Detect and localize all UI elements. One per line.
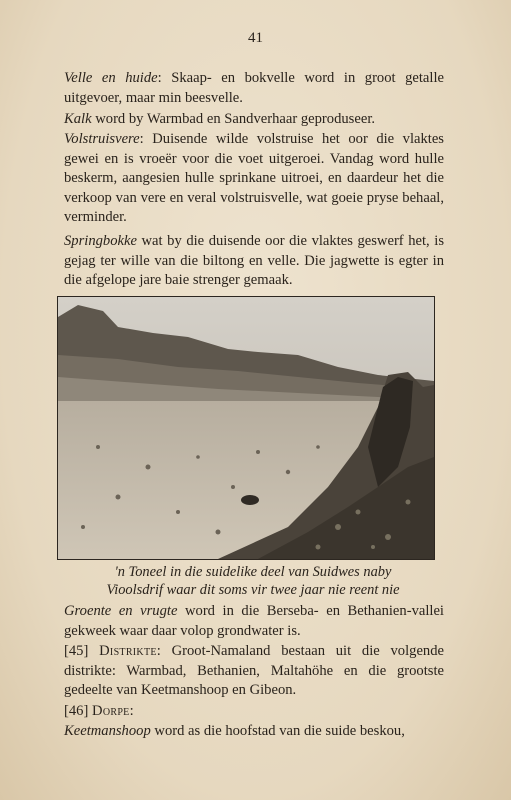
paragraph-hides [64, 69, 444, 108]
paragraph-lime [64, 110, 444, 130]
paragraph-text: wat by die duisende oor die vlaktes geswerf het, is gejag ter wille van die biltong en velle. Die jagwette is egter in die afgelope jare baie strenger gemaak. [64, 233, 444, 288]
section-number: [45] [64, 643, 89, 659]
paragraph-text: word by Warmbad en Sandverhaar geproduseer. [91, 111, 376, 127]
section-label: Dorpe [91, 703, 130, 719]
section-label: Distrikte [99, 643, 157, 659]
lead-term: Velle en huide [64, 70, 158, 86]
lead-term: Groente en vrugte [64, 603, 178, 619]
paragraph-text: word in die Berseba- en Bethanien-vallei gekweek waar daar volop grondwater is. [64, 603, 444, 639]
paragraph-text: : Skaap- en bokvelle word in groot getalle uitgevoer, maar min beesvelle. [64, 70, 444, 106]
paragraph-text: word as die hoofstad van die suide beskou, [150, 723, 405, 739]
page-number: 41 [248, 30, 263, 46]
section-number: [46] [64, 703, 89, 719]
photo-caption-line1: 'n Toneel in die suidelike deel van Suidwes naby [114, 564, 392, 580]
paragraph-vegetables [64, 602, 444, 641]
paragraph-text: : Groot-Namaland bestaan uit die volgende distrikte: Warmbad, Bethanien, Maltahöhe en die grootste gedeelte van Keetmanshoop en Gibeon. [64, 643, 444, 698]
lead-term: Kalk [64, 111, 92, 127]
paragraph-text: : [129, 703, 134, 719]
paragraph-districts [64, 642, 444, 701]
landscape-photo [57, 296, 435, 560]
paragraph-towns [64, 702, 444, 722]
lead-term: Springbokke [64, 233, 137, 249]
paragraph-springbok [64, 232, 444, 291]
lead-term: Keetmanshoop [64, 723, 151, 739]
paragraph-ostrich [64, 130, 444, 228]
paragraph-text: : Duisende wilde volstruise het oor die vlaktes gewei en is vroeër voor die voet uitgeroei. Vandag word hulle beskerm, aangesien hulle sprinkane uitroei, en daardeur het die verkoop van vere en veral volstruisvelle, wat goeie pryse behaal, verminder. [64, 131, 444, 225]
lead-term: Volstruisvere [64, 131, 140, 147]
paragraph-keetmanshoop [64, 722, 444, 742]
photo-caption-line2: Vioolsdrif waar dit soms vir twee jaar nie reent nie [106, 582, 400, 598]
